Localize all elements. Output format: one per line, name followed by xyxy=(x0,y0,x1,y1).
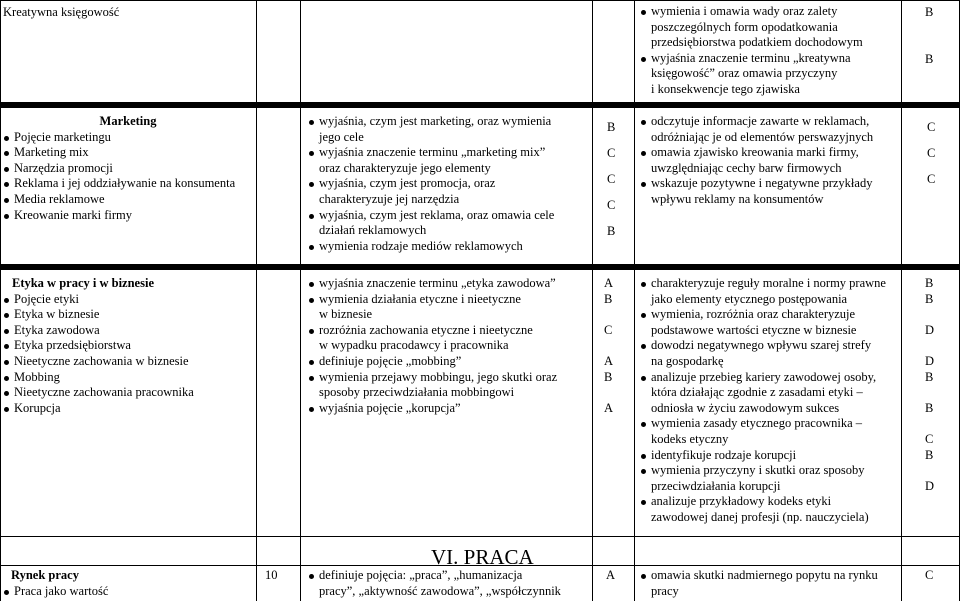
grade-letter: B xyxy=(925,52,934,66)
section-title: Marketing xyxy=(99,114,157,128)
grade-letter xyxy=(604,338,613,354)
outcome-line: wymienia przyczyny i skutki oraz sposoby xyxy=(651,463,865,478)
topic-item: Marketing mix xyxy=(3,145,253,161)
grade-letter xyxy=(925,416,934,432)
column-divider xyxy=(634,0,635,601)
outcome-line: odczytuje informacje zawarte w reklamach, xyxy=(651,114,870,128)
grade-letter: A xyxy=(604,276,614,290)
ethics-basic xyxy=(308,276,557,416)
grade-letter: C xyxy=(607,146,616,160)
outcome-line: omawia zjawisko kreowania marki firmy, xyxy=(651,145,859,160)
grade-letter: B xyxy=(925,400,934,415)
grade-letter: D xyxy=(925,322,935,337)
row-divider-thick xyxy=(0,264,960,270)
grade-letter xyxy=(925,463,934,479)
outcome-line: pracy xyxy=(651,583,679,598)
outcome-line: poszczególnych form opodatkowania xyxy=(651,19,838,34)
outcome-line: rozróżnia zachowania etyczne i nieetyczne xyxy=(319,322,533,337)
topic-item: Rynek pracy xyxy=(11,568,79,582)
top-outcomes xyxy=(640,4,863,98)
outcome-item xyxy=(308,323,557,354)
outcome-item xyxy=(640,276,886,307)
outcome-line: podstawowe wartości etyczne w biznesie xyxy=(651,322,857,337)
outcome-line: wskazuje pozytywne i negatywne przykłady xyxy=(651,176,873,191)
section-title: Etyka w pracy i w biznesie xyxy=(11,276,154,290)
outcome-line: pracy”, „aktywność zawodowa”, „współczynnik xyxy=(319,583,561,598)
marketing-extended xyxy=(640,114,873,208)
outcome-item xyxy=(640,51,863,98)
outcome-item xyxy=(640,176,873,207)
grade-letter xyxy=(604,307,613,323)
outcome-line: wyjaśnia znaczenie terminu „marketing mix” xyxy=(319,145,546,160)
topic-item: Kreowanie marki firmy xyxy=(3,208,253,224)
outcome-line: charakteryzuje jej narzędzia xyxy=(319,191,460,206)
column-divider xyxy=(901,0,902,601)
outcome-line: i konsekwencje tego zjawiska xyxy=(651,81,800,96)
outcome-item xyxy=(640,463,886,494)
grade-letter: C xyxy=(925,568,934,582)
outcome-line: w biznesie xyxy=(319,307,373,322)
outcome-item xyxy=(640,338,886,369)
topic-item: Pojęcie etyki xyxy=(3,292,194,308)
outcome-line: jego cele xyxy=(319,129,364,144)
ethics-extended xyxy=(640,276,886,526)
outcome-item xyxy=(640,494,886,525)
topic-item: Etyka przedsiębiorstwa xyxy=(3,338,194,354)
grade-letter: B xyxy=(607,224,616,238)
topic-item: Korupcja xyxy=(3,401,194,417)
row-divider-thick xyxy=(0,102,960,108)
topic-item: Nieetyczne zachowania pracownika xyxy=(3,385,194,401)
outcome-item xyxy=(640,307,886,338)
outcome-line: wymienia i omawia wady oraz zalety xyxy=(651,4,838,18)
labor-topics xyxy=(3,568,108,599)
outcome-line: wymienia rodzaje mediów reklamowych xyxy=(319,238,523,253)
outcome-line: przeciwdziałania korupcji xyxy=(651,478,781,493)
grade-letter: C xyxy=(607,198,616,212)
grade-letter: C xyxy=(927,146,936,160)
column-divider xyxy=(300,0,301,601)
grade-letter: B xyxy=(925,447,934,462)
grade-letter: C xyxy=(925,431,934,446)
hours-count: 10 xyxy=(265,568,278,582)
marketing-ext-grades xyxy=(927,114,935,192)
outcome-item xyxy=(308,292,557,323)
outcome-line: analizuje przebieg kariery zawodowej osoby, xyxy=(651,369,877,384)
grade-letter xyxy=(604,385,613,401)
outcome-line: charakteryzuje reguły moralne i normy prawne xyxy=(651,276,886,290)
outcome-line: wymienia przejawy mobbingu, jego skutki oraz xyxy=(319,369,558,384)
grade-letter: C xyxy=(604,322,613,337)
outcome-item xyxy=(308,176,554,207)
outcome-line: wyjaśnia znaczenie terminu „kreatywna xyxy=(651,50,851,65)
outcome-item xyxy=(308,145,554,176)
topic-item: Mobbing xyxy=(3,370,194,386)
outcome-line: jako elementy etycznego postępowania xyxy=(651,291,848,306)
outcome-line: wyjaśnia znaczenie terminu „etyka zawodowa” xyxy=(319,276,556,290)
outcome-item xyxy=(308,370,557,401)
outcome-line: kodeks etyczny xyxy=(651,431,729,446)
topic-item: Reklama i jej oddziaływanie na konsumenta xyxy=(3,176,253,192)
outcome-line: wymienia działania etyczne i nieetyczne xyxy=(319,291,521,306)
grade-letter xyxy=(925,307,934,323)
grade-letter: A xyxy=(604,400,614,415)
labor-basic xyxy=(308,568,561,599)
row-divider xyxy=(0,536,960,537)
outcome-line: przedsiębiorstwa podatkiem dochodowym xyxy=(651,35,863,50)
outcome-line: wymienia zasady etycznego pracownika – xyxy=(651,416,863,431)
outcome-item xyxy=(308,401,557,417)
outcome-item xyxy=(640,4,863,51)
topic-item: Etyka w biznesie xyxy=(3,307,194,323)
topic-item: Narzędzia promocji xyxy=(3,161,253,177)
outcome-line: wymienia, rozróżnia oraz charakteryzuje xyxy=(651,307,856,322)
grade-letter: A xyxy=(606,568,616,582)
grade-letter: D xyxy=(925,353,935,368)
grade-letter: C xyxy=(607,172,616,186)
outcome-item xyxy=(308,239,554,255)
grade-letter: B xyxy=(925,276,934,290)
outcome-line: odniosła w życiu zawodowym sukces xyxy=(651,400,840,415)
outcome-line: która działając zgodnie z zasadami etyki – xyxy=(651,385,863,400)
ethics-topics xyxy=(3,276,194,416)
grade-letter xyxy=(925,338,934,354)
labor-extended xyxy=(640,568,878,599)
outcome-item xyxy=(640,370,886,417)
outcome-item xyxy=(308,568,561,599)
outcome-line: zawodowej danej profesji (np. nauczyciela) xyxy=(651,509,869,524)
outcome-line: uwzględniając cechy barw firmowych xyxy=(651,160,842,175)
outcome-line: analizuje przykładowy kodeks etyki xyxy=(651,494,832,509)
outcome-line: na gospodarkę xyxy=(651,353,724,368)
marketing-topics xyxy=(3,114,253,223)
outcome-item xyxy=(640,145,873,176)
outcome-item xyxy=(308,208,554,239)
top-topic: Kreatywna księgowość xyxy=(3,5,120,19)
topic-item: Media reklamowe xyxy=(3,192,253,208)
topic-item: Etyka zawodowa xyxy=(3,323,194,339)
row-divider xyxy=(0,0,960,1)
outcome-line: księgowość” oraz omawia przyczyny xyxy=(651,66,838,81)
topic-item: Praca jako wartość xyxy=(3,584,108,600)
grade-letter xyxy=(925,385,934,401)
grade-letter: B xyxy=(604,369,613,384)
ethics-ext-grades xyxy=(925,276,934,494)
topic-item: Pojęcie marketingu xyxy=(3,130,253,146)
outcome-item xyxy=(308,276,557,292)
outcome-line: oraz charakteryzuje jego elementy xyxy=(319,160,491,175)
grade-letter: B xyxy=(925,369,934,384)
outcome-line: wyjaśnia pojęcie „korupcja” xyxy=(319,400,461,415)
outcome-line: definiuje pojęcia: „praca”, „humanizacja xyxy=(319,568,523,582)
section-heading: VI. PRACA xyxy=(431,545,534,569)
outcome-item xyxy=(640,448,886,464)
ethics-basic-grades xyxy=(604,276,613,416)
grade-letter: B xyxy=(925,291,934,306)
grade-letter: B xyxy=(607,120,616,134)
outcome-line: wpływu reklamy na konsumentów xyxy=(651,191,824,206)
topic-item: Nieetyczne zachowania w biznesie xyxy=(3,354,194,370)
outcome-line: odróżniając je od elementów perswazyjnych xyxy=(651,129,874,144)
outcome-line: wyjaśnia, czym jest reklama, oraz omawia cele xyxy=(319,207,555,222)
outcome-item xyxy=(640,568,878,599)
outcome-line: wyjaśnia, czym jest promocja, oraz xyxy=(319,176,496,191)
outcome-line: dowodzi negatywnego wpływu szarej strefy xyxy=(651,338,872,353)
grade-letter: C xyxy=(927,120,936,134)
grade-letter: B xyxy=(604,291,613,306)
marketing-basic-grades xyxy=(607,114,615,244)
grade-letter: C xyxy=(927,172,936,186)
outcome-line: działań reklamowych xyxy=(319,223,427,238)
outcome-line: wyjaśnia, czym jest marketing, oraz wymienia xyxy=(319,114,552,128)
table-border-left xyxy=(0,0,1,601)
outcome-line: definiuje pojęcie „mobbing” xyxy=(319,353,462,368)
outcome-line: omawia skutki nadmiernego popytu na rynku xyxy=(651,568,878,582)
outcome-item xyxy=(640,416,886,447)
outcome-item xyxy=(640,114,873,145)
outcome-line: sposoby przeciwdziałania mobbingowi xyxy=(319,385,515,400)
marketing-basic xyxy=(308,114,554,254)
outcome-line: w wypadku pracodawcy i pracownika xyxy=(319,338,509,353)
outcome-item xyxy=(308,354,557,370)
grade-letter: A xyxy=(604,353,614,368)
grade-letter: D xyxy=(925,478,935,493)
outcome-line: identyfikuje rodzaje korupcji xyxy=(651,447,797,462)
grade-letter: B xyxy=(925,5,934,19)
outcome-item xyxy=(308,114,554,145)
column-divider xyxy=(256,0,257,601)
column-divider xyxy=(592,0,593,601)
